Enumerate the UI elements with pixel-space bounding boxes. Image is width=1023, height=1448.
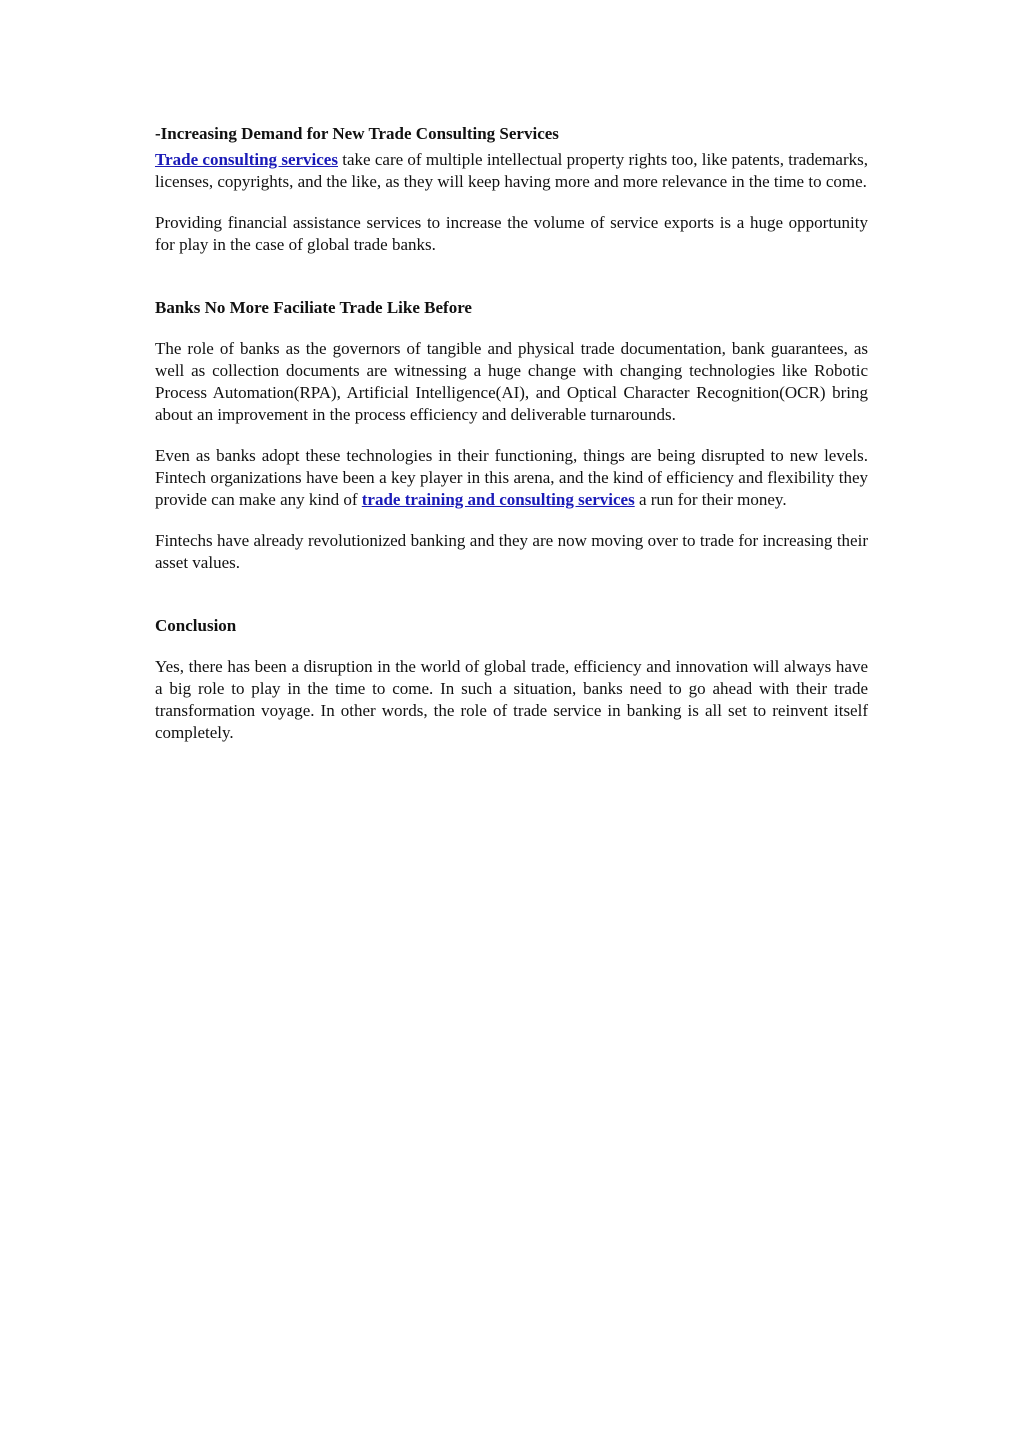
section-heading-banks: Banks No More Faciliate Trade Like Before — [155, 298, 472, 317]
paragraph-conclusion: Yes, there has been a disruption in the world of global trade, efficiency and innovation will always have a big role to play in the time to come. In such a situation, banks need to go ahead with their trade transformation voyage. In other words, the role of trade service in banking is all set to reinvent itself completely. — [155, 657, 868, 742]
paragraph-text: take care of multiple intellectual property rights too, like patents, trademarks, licenses, copyrights, and the like, as they will keep having more and more relevance in the time to come. — [155, 150, 868, 191]
paragraph-fintech-disruption — [155, 445, 868, 511]
paragraph-text: Even as banks adopt these technologies in their functioning, things are being disrupted to new levels. Fintech organizations have been a key player in this arena, and the kind of efficiency and flexibility they provide can make any kind of — [155, 446, 868, 509]
paragraph-role-of-banks: The role of banks as the governors of tangible and physical trade documentation, bank guarantees, as well as collection documents are witnessing a huge change with changing technologies like Robotic Process Automation(RPA), Artificial Intelligence(AI), and Optical Character Recognition(OCR) bring about an improvement in the process efficiency and deliverable turnarounds. — [155, 339, 868, 424]
trade-consulting-services-link[interactable]: Trade consulting services — [155, 150, 338, 169]
trade-training-link[interactable]: trade training and consulting services — [361, 490, 635, 509]
paragraph-trade-consulting — [155, 149, 868, 193]
section-heading-trade-consulting: -Increasing Demand for New Trade Consulting Services — [155, 124, 559, 143]
paragraph-fintechs: Fintechs have already revolutionized banking and they are now moving over to trade for increasing their asset values. — [155, 531, 868, 572]
paragraph-financial-assistance: Providing financial assistance services to increase the volume of service exports is a huge opportunity for play in the case of global trade banks. — [155, 213, 868, 254]
section-heading-conclusion: Conclusion — [155, 616, 237, 635]
paragraph-text: a run for their money. — [634, 490, 787, 509]
document-body — [155, 123, 868, 744]
